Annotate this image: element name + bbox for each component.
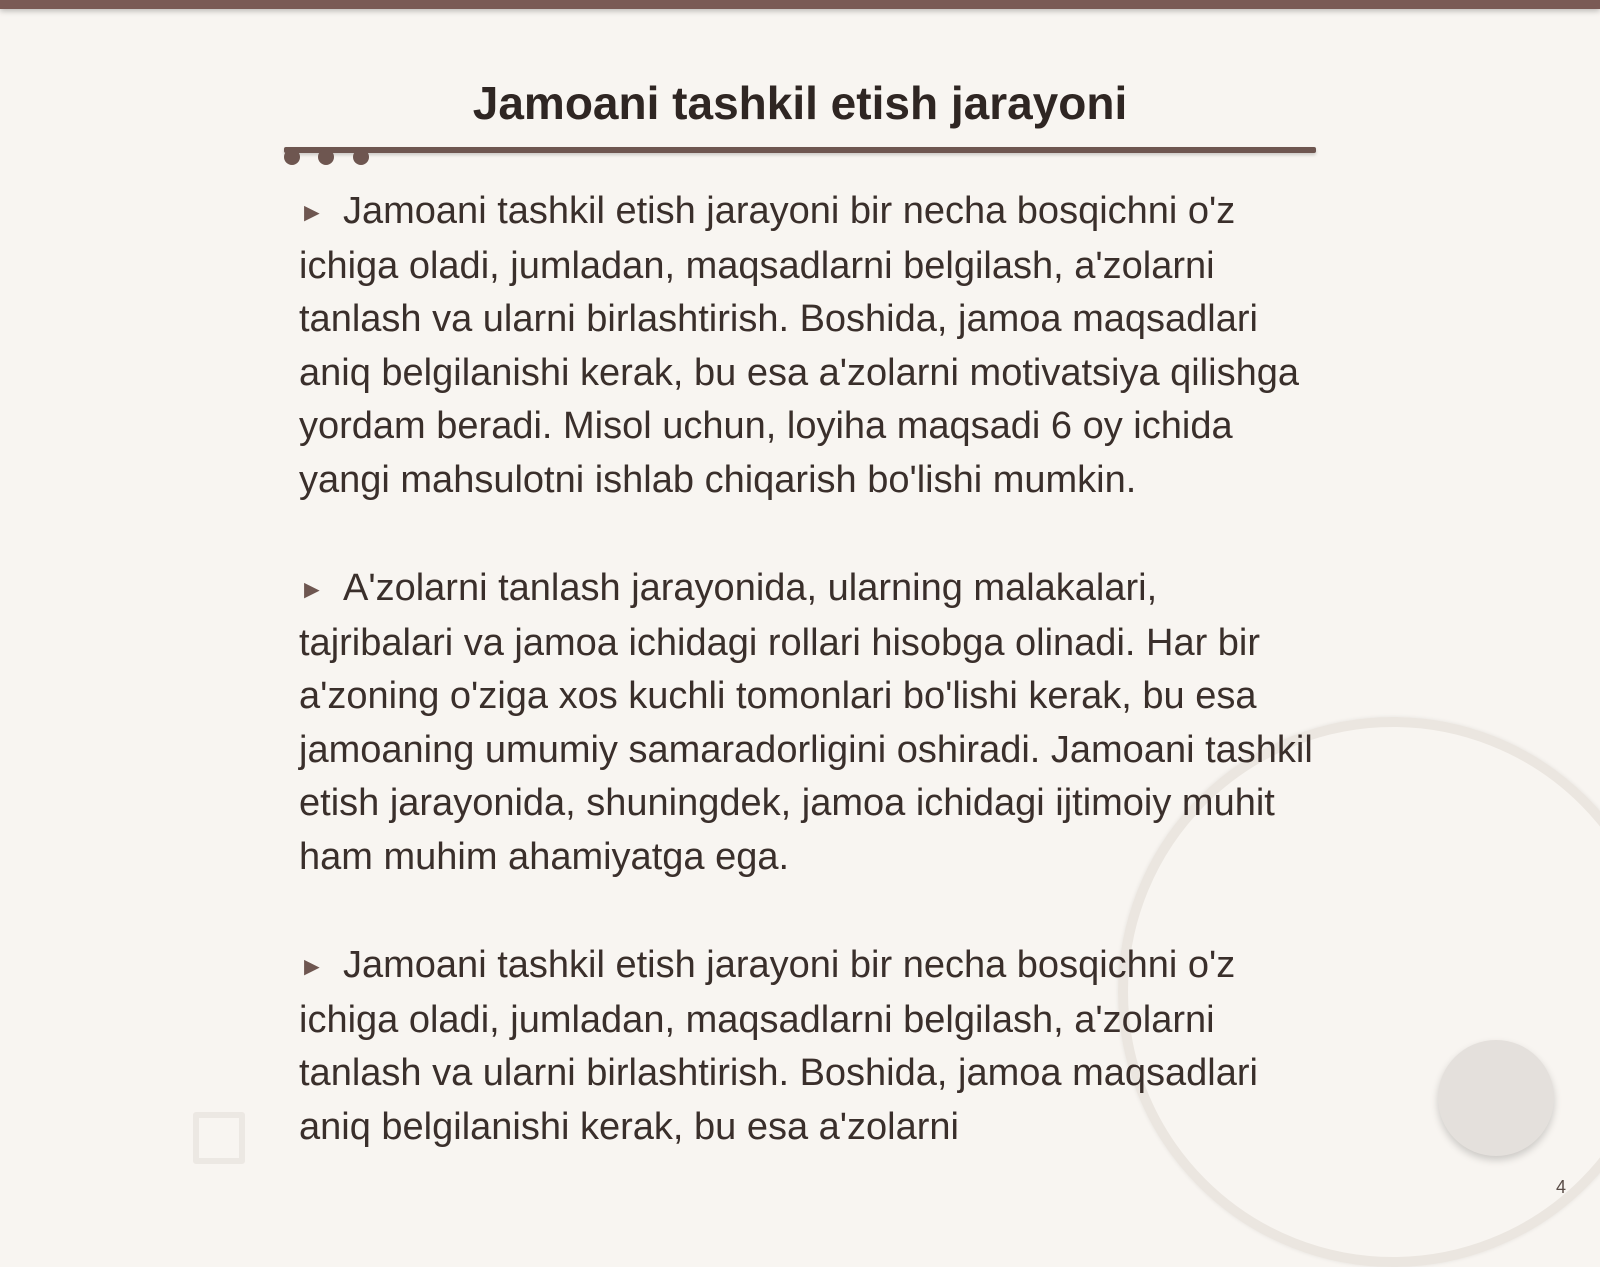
bullet-paragraph — [299, 939, 1319, 1154]
bullet-text: Jamoani tashkil etish jarayoni bir necha bosqichni o'z ichiga oladi, jumladan, maqsadlarni belgilash, a'zolarni tanlash va ularni birlashtirish. Boshida, jamoa maqsadlari aniq belgilanishi kerak, bu esa a'zolarni motivatsiya qilishga yordam beradi. Misol uchun, loyiha maqsadi 6 oy ichida yangi mahsulotni ishlab chiqarish bo'lishi mumkin. — [299, 190, 1300, 501]
decorative-square — [193, 1112, 245, 1164]
bullet-text: A'zolarni tanlash jarayonida, ularning malakalari, tajribalari va jamoa ichidagi rollari hisobga olinadi. Har bir a'zoning o'ziga xos kuchli tomonlari bo'lishi kerak, bu esa jamoaning umumiy samaradorligini oshiradi. Jamoani tashkil etish jarayonida, shuningdek, jamoa ichidagi ijtimoiy muhit ham muhim ahamiyatga ega. — [299, 567, 1313, 878]
bullet-arrow-icon: ► — [299, 574, 325, 604]
bullet-text: Jamoani tashkil etish jarayoni bir necha bosqichni o'z ichiga oladi, jumladan, maqsadlarni belgilash, a'zolarni tanlash va ularni birlashtirish. Boshida, jamoa maqsadlari aniq belgilanishi kerak, bu esa a'zolarni — [299, 944, 1258, 1148]
title-underline — [284, 147, 1316, 153]
bullet-paragraph — [299, 562, 1319, 884]
bullet-arrow-icon: ► — [299, 951, 325, 981]
page-number: 4 — [1556, 1177, 1567, 1197]
bullet-paragraph — [299, 185, 1319, 507]
decorative-disc — [1438, 1040, 1554, 1156]
slide-body — [299, 185, 1319, 1209]
underline-dot — [353, 149, 369, 165]
top-accent-bar — [0, 0, 1600, 9]
underline-dot — [284, 149, 300, 165]
bullet-arrow-icon: ► — [299, 197, 325, 227]
slide-title: Jamoani tashkil etish jarayoni — [472, 77, 1128, 129]
underline-dot — [318, 149, 334, 165]
